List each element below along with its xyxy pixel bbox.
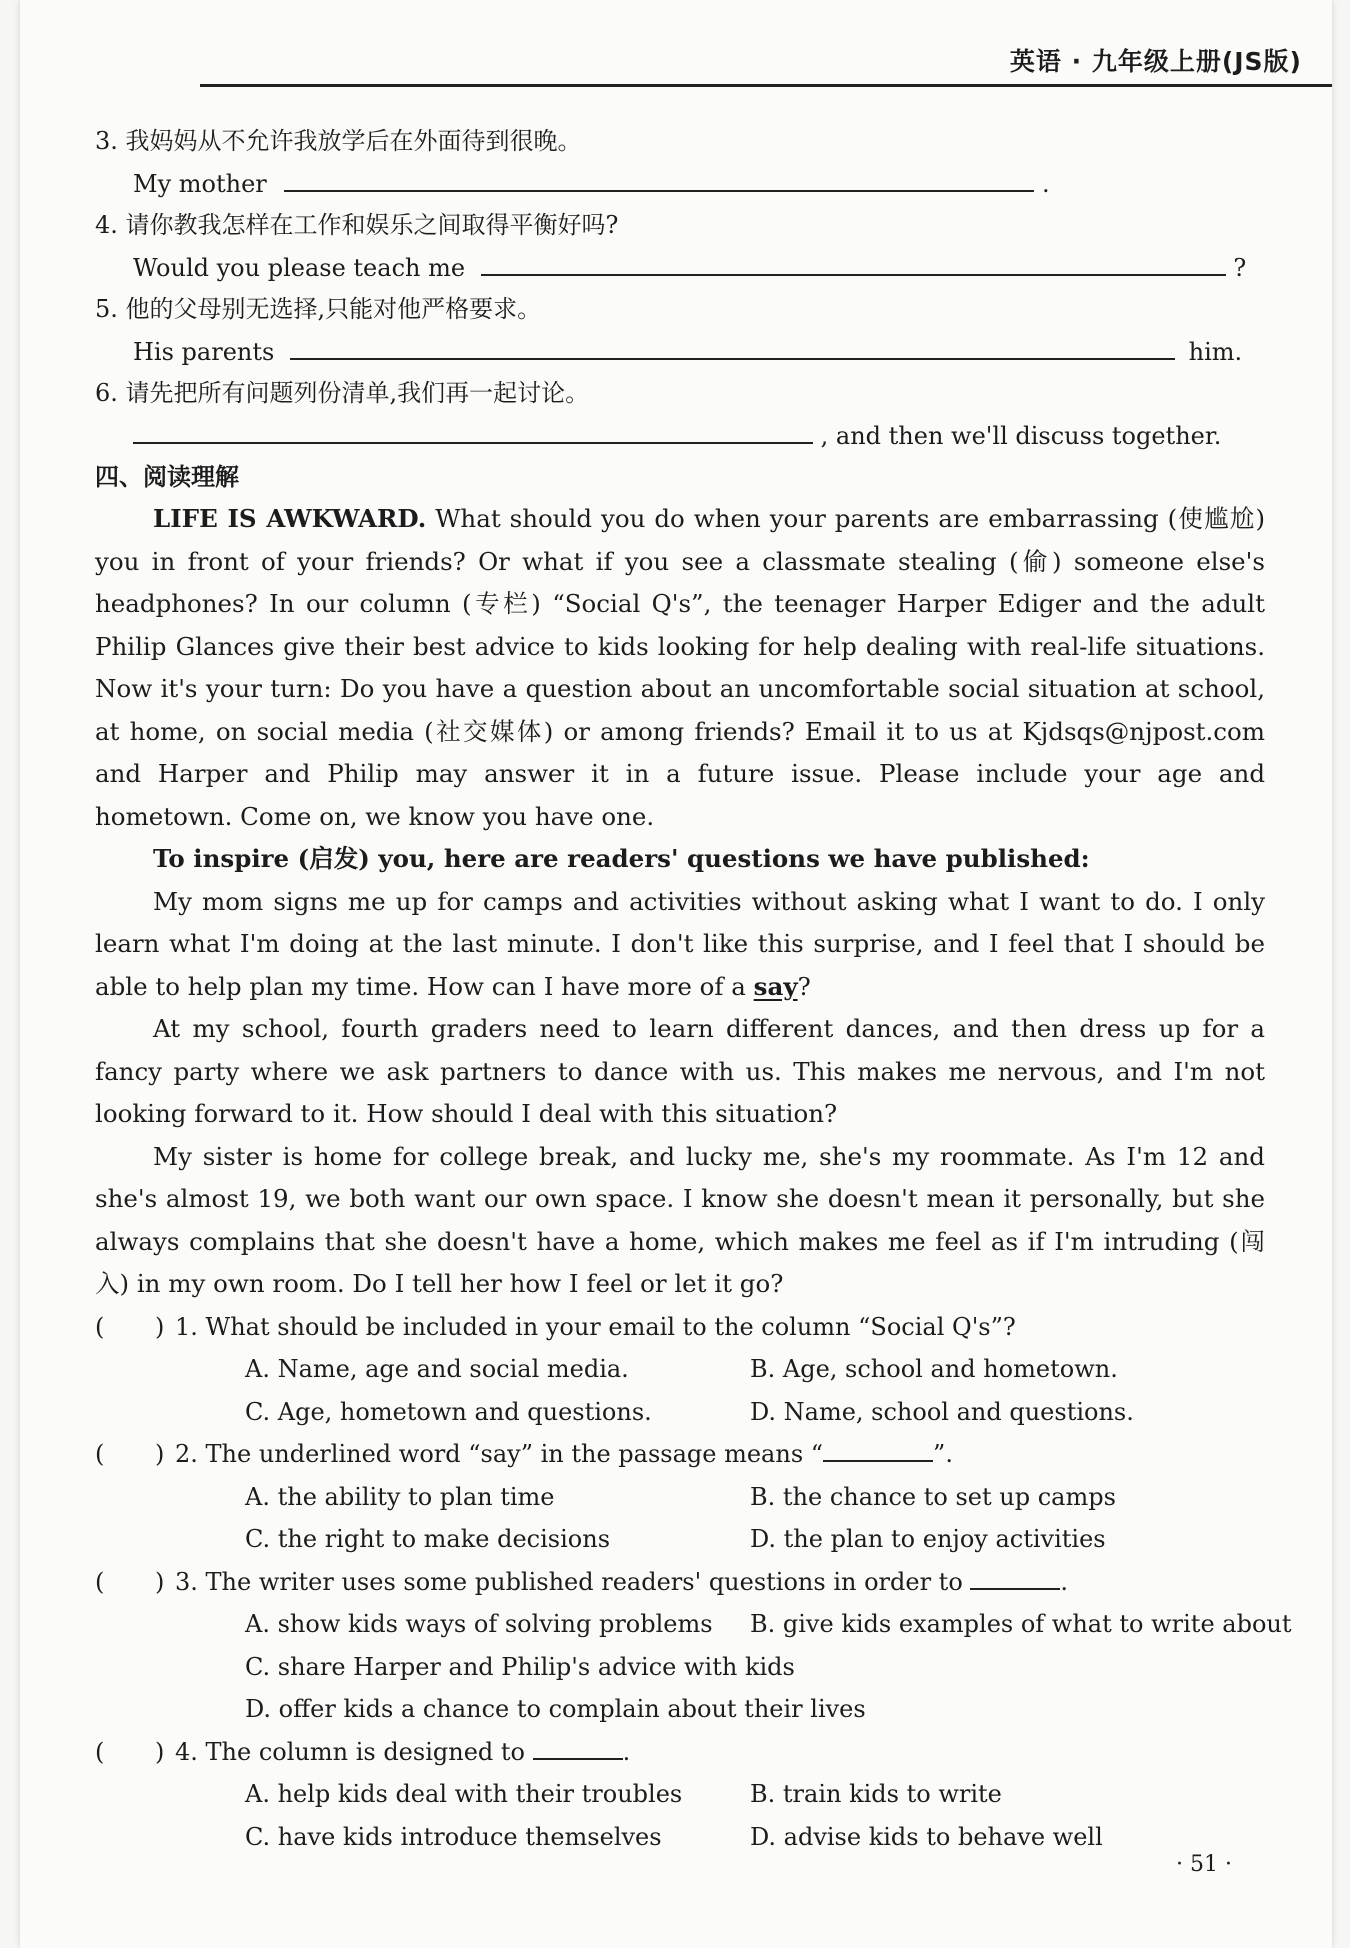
translation-5-zh: [95, 288, 1265, 330]
question-blank[interactable]: [533, 1732, 623, 1760]
question-text-end: .: [622, 1737, 631, 1766]
underlined-word: say: [753, 971, 798, 1001]
page-header: 英语 · 九年级上册(JS版): [1009, 47, 1302, 76]
question-text-end: .: [1060, 1567, 1069, 1596]
answer-paren-close: ): [155, 1737, 165, 1766]
answer-paren-close: ): [155, 1312, 165, 1341]
option-c[interactable]: C. have kids introduce themselves: [245, 1822, 662, 1851]
page: [20, 0, 1332, 1948]
answer-suffix: ?: [1233, 254, 1247, 282]
translation-6-answer: [95, 414, 1265, 456]
translation-3-answer: [95, 162, 1265, 204]
passage-text: What should you do when your parents are embarrassing (使尴尬) you in front of your friends? Or what if you see a classmate stealing (偷) someone else's headphones? In our column (专栏) “Social Q's”, the teenager Harper Ediger and the adult Philip Glances give their best advice to kids looking for help dealing with real-life situations. Now it's your turn: Do you have a question about an uncomfortable social situation at school, at home, on social media (社交媒体) or among friends? Email it to us at Kjdsqs@njpost.com and Harper and Philip may answer it in a future issue. Please include your age and hometown. Come on, we know you have one.: [95, 504, 1266, 831]
answer-blank[interactable]: [290, 330, 1175, 360]
question-text-end: ”.: [933, 1440, 953, 1468]
item-number: 4.: [95, 211, 118, 239]
option-d[interactable]: D. advise kids to behave well: [750, 1822, 1103, 1851]
question-4: [95, 1731, 1265, 1774]
answer-prefix: My mother: [133, 170, 267, 198]
question-1: [95, 1306, 1265, 1349]
question-text-start: 4. The column is designed to: [175, 1737, 525, 1766]
option-a[interactable]: A. help kids deal with their troubles: [245, 1780, 683, 1808]
question-text: [175, 1433, 953, 1476]
page-number: · 51 ·: [1176, 1852, 1232, 1877]
chinese-sentence: 请先把所有问题列份清单,我们再一起讨论。: [125, 379, 590, 407]
option-a[interactable]: A. the ability to plan time: [245, 1482, 555, 1511]
answer-paren-open[interactable]: (: [95, 1737, 105, 1766]
option-c[interactable]: C. Age, hometown and questions.: [245, 1397, 652, 1426]
question-2-options-cd: [95, 1518, 1265, 1561]
question-3: [95, 1561, 1265, 1604]
option-d[interactable]: D. offer kids a chance to complain about their lives: [245, 1695, 866, 1723]
chinese-sentence: 请你教我怎样在工作和娱乐之间取得平衡好吗?: [125, 211, 619, 239]
question-2: [95, 1433, 1265, 1476]
answer-suffix: , and then we'll discuss together.: [820, 422, 1222, 450]
question-blank[interactable]: [970, 1562, 1060, 1590]
answer-prefix: Would you please teach me: [133, 254, 466, 282]
question-text-start: 3. The writer uses some published readers' questions in order to: [175, 1567, 963, 1596]
question-1-options-cd: [95, 1391, 1265, 1434]
section-title: 四、阅读理解: [95, 463, 239, 491]
question-text: [175, 1731, 630, 1774]
answer-paren-open[interactable]: (: [95, 1312, 105, 1341]
chinese-sentence: 他的父母别无选择,只能对他严格要求。: [125, 295, 542, 323]
passage-paragraph-4: At my school, fourth graders need to learn different dances, and then dress up for a fancy party where we ask partners to dance with us. This makes me nervous, and I'm not looking forward to it. How should I deal with this situation?: [95, 1014, 1265, 1128]
question-text: [175, 1561, 1068, 1604]
translation-3-zh: [95, 120, 1265, 162]
passage-paragraph-3: [95, 881, 1265, 1009]
answer-blank[interactable]: [284, 162, 1034, 192]
option-a[interactable]: A. show kids ways of solving problems: [245, 1610, 713, 1638]
question-2-options-ab: [95, 1476, 1265, 1519]
question-1-options-ab: [95, 1348, 1265, 1391]
header-rule: [200, 84, 1332, 87]
translation-6-zh: [95, 372, 1265, 414]
translation-5-answer: [95, 330, 1265, 372]
passage-lead: LIFE IS AWKWARD.: [153, 504, 427, 533]
option-b[interactable]: B. Age, school and hometown.: [750, 1355, 1118, 1383]
passage-paragraph-5: My sister is home for college break, and lucky me, she's my roommate. As I'm 12 and she's almost 19, we both want our own space. I know she doesn't mean it personally, but she always complains that she doesn't have a home, which makes me feel as if I'm intruding (闯入) in my own room. Do I tell her how I feel or let it go?: [95, 1141, 1265, 1298]
translation-4-answer: [95, 246, 1265, 288]
chinese-sentence: 我妈妈从不允许我放学后在外面待到很晚。: [125, 127, 582, 155]
question-4-options-ab: [95, 1773, 1265, 1816]
passage-text: My mom signs me up for camps and activities without asking what I want to do. I only learn what I'm doing at the last minute. I don't like this surprise, and I feel that I should be able to help plan my time. How can I have more of a: [95, 886, 1265, 1001]
item-number: 5.: [95, 295, 118, 323]
option-b[interactable]: B. train kids to write: [750, 1780, 1002, 1808]
answer-paren-open[interactable]: (: [95, 1567, 105, 1596]
passage-paragraph-1: [95, 498, 1265, 838]
question-4-options-cd: [95, 1816, 1265, 1859]
passage-paragraph-2: To inspire (启发) you, here are readers' questions we have published:: [153, 844, 1090, 873]
question-text: 1. What should be included in your email to the column “Social Q's”?: [175, 1312, 1016, 1341]
answer-blank[interactable]: [133, 414, 813, 444]
answer-prefix: His parents: [133, 338, 275, 366]
option-b[interactable]: B. the chance to set up camps: [750, 1482, 1116, 1511]
option-d[interactable]: D. Name, school and questions.: [750, 1397, 1134, 1426]
option-a[interactable]: A. Name, age and social media.: [245, 1355, 629, 1383]
option-c[interactable]: C. the right to make decisions: [245, 1525, 611, 1553]
question-3-option-d: [95, 1688, 1265, 1731]
answer-paren-open[interactable]: (: [95, 1440, 105, 1468]
item-number: 6.: [95, 379, 118, 407]
answer-paren-close: ): [155, 1567, 165, 1596]
content: [95, 120, 1292, 1858]
answer-blank[interactable]: [481, 246, 1226, 276]
question-blank[interactable]: [823, 1434, 933, 1462]
question-3-option-c: [95, 1646, 1265, 1689]
question-text-start: 2. The underlined word “say” in the passage means “: [175, 1440, 824, 1468]
question-3-options-ab: [95, 1603, 1292, 1646]
option-d[interactable]: D. the plan to enjoy activities: [750, 1525, 1106, 1553]
answer-suffix: .: [1042, 170, 1050, 198]
translation-4-zh: [95, 204, 1265, 246]
option-c[interactable]: C. share Harper and Philip's advice with kids: [245, 1652, 795, 1681]
answer-suffix: him.: [1188, 338, 1243, 366]
option-b[interactable]: B. give kids examples of what to write about: [750, 1610, 1292, 1638]
item-number: 3.: [95, 127, 118, 155]
answer-paren-close: ): [155, 1440, 165, 1468]
passage-text: ?: [797, 971, 811, 1001]
